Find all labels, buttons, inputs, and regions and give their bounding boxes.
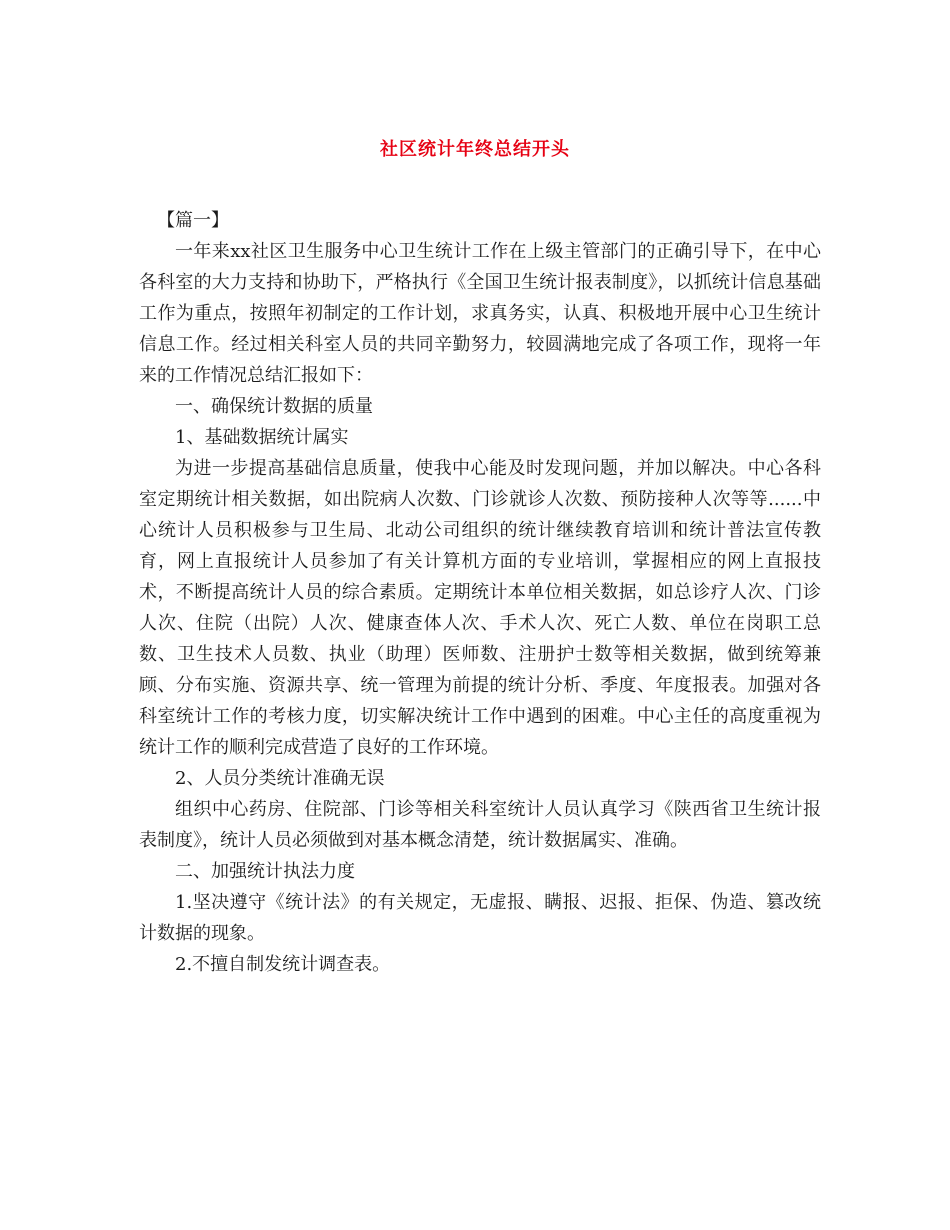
paragraph-basic-data: 为进一步提高基础信息质量，使我中心能及时发现问题，并加以解决。中心各科室定期统计相关数据，如出院病人次数、门诊就诊人次数、预防接种人次等等......中心统计人员积极参与卫生局、北动公司组织的统计继续教育培训和统计普法宣传教育，网上直报统计人员参加了有关计算机方面的专业培训，掌握相应的网上直报技术，不断提高统计人员的综合素质。定期统计本单位相关数据，如总诊疗人次、门诊人次、住院（出院）人次、健康查体人次、手术人次、死亡人数、单位在岗职工总数、卫生技术人员数、执业（助理）医师数、注册护士数等相关数据，做到统筹兼顾、分布实施、资源共享、统一管理为前提的统计分析、季度、年度报表。加强对各科室统计工作的考核力度，切实解决统计工作中遇到的困难。中心主任的高度重视为统计工作的顺利完成营造了良好的工作环境。 <box>139 458 821 758</box>
section-label: 【篇一】 <box>157 210 229 231</box>
paragraph-intro: 一年来xx社区卫生服务中心卫生统计工作在上级主管部门的正确引导下，在中心各科室的大力支持和协助下，严格执行《全国卫生统计报表制度》，以抓统计信息基础工作为重点，按照年初制定的工作计划，求真务实，认真、积极地开展中心卫生统计信息工作。经过相关科室人员的共同辛勤努力，较圆满地完成了各项工作，现将一年来的工作情况总结汇报如下： <box>139 241 821 386</box>
subheading-1-2: 2、人员分类统计准确无误 <box>175 768 385 789</box>
subheading-1-1: 1、基础数据统计属实 <box>175 427 349 448</box>
list-item-2-1: 1.坚决遵守《统计法》的有关规定，无虚报、瞒报、迟报、拒保、伪造、篡改统计数据的现象。 <box>139 892 821 944</box>
document-body <box>139 205 821 980</box>
heading-section-2: 二、加强统计执法力度 <box>175 861 355 882</box>
list-item-2-2: 2.不擅自制发统计调查表。 <box>175 954 391 975</box>
paragraph-staff-classification: 组织中心药房、住院部、门诊等相关科室统计人员认真学习《陕西省卫生统计报表制度》，统计人员必须做到对基本概念清楚，统计数据属实、准确。 <box>139 799 821 851</box>
document-title: 社区统计年终总结开头 <box>380 139 570 160</box>
heading-section-1: 一、确保统计数据的质量 <box>175 396 373 417</box>
